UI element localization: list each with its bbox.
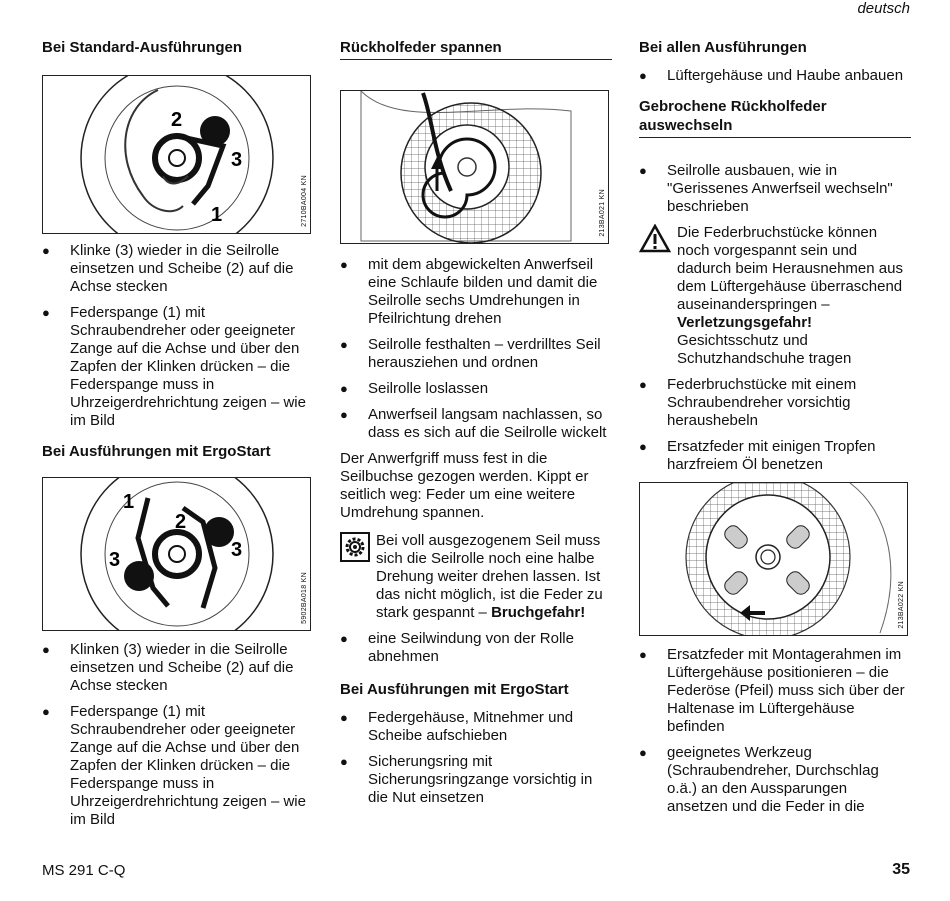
figure-standard-pawl: [42, 75, 311, 234]
figure-replacement-spring: [639, 482, 908, 636]
list-item: ● Ersatzfeder mit einigen Tropfen harzfreiem Öl benetzen: [639, 438, 911, 474]
figure-code: 5902BA018 KN: [301, 572, 308, 624]
figure-ergostart-pawl: [42, 477, 311, 631]
instruction-list: [42, 641, 314, 829]
instruction-list: [639, 67, 911, 85]
list-item: ● Federgehäuse, Mitnehmer und Scheibe aufschieben: [340, 709, 612, 745]
language-label: deutsch: [857, 0, 910, 17]
list-item: ● Seilrolle loslassen: [340, 380, 612, 398]
note-block: [340, 532, 612, 622]
instruction-list: [639, 162, 911, 216]
gear-icon: [340, 532, 370, 622]
label-2: 2: [175, 511, 187, 533]
list-item: ● Federbruchstücke mit einem Schraubendreher vorsichtig heraushebeln: [639, 376, 911, 430]
section-heading: Rückholfeder spannen: [340, 38, 612, 60]
label-3-left: 3: [109, 549, 121, 571]
list-item: ● eine Seilwindung von der Rolle abnehmen: [340, 630, 612, 666]
label-2: 2: [171, 109, 183, 131]
figure-tension-spring: [340, 90, 609, 244]
list-item: ● Seilrolle ausbauen, wie in "Gerissenes Anwerfseil wechseln" beschrieben: [639, 162, 911, 216]
label-3: 3: [231, 149, 243, 171]
list-item: ● Ersatzfeder mit Montagerahmen im Lüftergehäuse positionieren – die Federöse (Pfeil) muss sich über der Haltenase im Lüftergehäuse befinden: [639, 646, 911, 736]
figure-code: 2710BA004 KN: [301, 175, 308, 227]
warning-block: [639, 224, 911, 368]
instruction-list: [340, 709, 612, 807]
instruction-list: [42, 242, 314, 430]
figure-code: 213BA021 KN: [599, 189, 606, 237]
model-label: MS 291 C-Q: [42, 862, 126, 879]
list-item: ● mit dem abgewickelten Anwerfseil eine Schlaufe bilden und damit die Seilrolle sechs Umdrehungen in Pfeilrichtung drehen: [340, 256, 612, 328]
note-text: Bei voll ausgezogenem Seil muss sich die Seilrolle noch eine halbe Drehung weiter drehen lassen. Ist das nicht möglich, ist die Feder zu stark gespannt – Bruchgefahr!: [376, 532, 603, 621]
list-item: ● Seilrolle festhalten – verdrilltes Seil herausziehen und ordnen: [340, 336, 612, 372]
warning-icon: [639, 224, 671, 368]
section-heading: Bei Standard-Ausführungen: [42, 39, 243, 56]
instruction-list: [639, 646, 911, 816]
paragraph: Der Anwerfgriff muss fest in die Seilbuchse gezogen werden. Kippt er seitlich weg: Feder um eine weitere Umdrehung spannen.: [340, 450, 589, 521]
section-heading: Bei Ausführungen mit ErgoStart: [42, 443, 271, 460]
label-1: 1: [211, 204, 223, 226]
figure-code: 213BA022 KN: [898, 581, 905, 629]
section-heading: Gebrochene Rückholfeder auswechseln: [639, 97, 911, 138]
warning-text: Die Federbruchstücke können noch vorgespannt sein und dadurch beim Herausnehmen aus dem Lüftergehäuse überraschend auseinanderspringen – Verletzungsgefahr! Gesichtsschutz und Schutzhandschuhe tragen: [677, 224, 903, 367]
list-item: ● Sicherungsring mit Sicherungsringzange vorsichtig in die Nut einsetzen: [340, 753, 612, 807]
column-2: [340, 38, 612, 815]
list-item: ● Lüftergehäuse und Haube anbauen: [639, 67, 911, 85]
column-3: [639, 38, 911, 824]
list-item: ● Klinke (3) wieder in die Seilrolle einsetzen und Scheibe (2) auf die Achse stecken: [42, 242, 314, 296]
list-item: ● geeignetes Werkzeug (Schraubendreher, Durchschlag o.ä.) an den Aussparungen ansetzen und die Feder in die: [639, 744, 911, 816]
list-item: ● Klinken (3) wieder in die Seilrolle einsetzen und Scheibe (2) auf die Achse stecken: [42, 641, 314, 695]
label-3-right: 3: [231, 539, 243, 561]
column-1: [42, 38, 314, 837]
section-heading: Bei Ausführungen mit ErgoStart: [340, 681, 569, 698]
list-item: ● Federspange (1) mit Schraubendreher oder geeigneter Zange auf die Achse und über den Zapfen der Klinken drücken – die Federspange muss in Uhrzeigerdrehrichtung zeigen – wie im Bild: [42, 304, 314, 430]
instruction-list: [340, 630, 612, 666]
page-number: 35: [892, 861, 910, 878]
label-1: 1: [123, 491, 135, 513]
list-item: ● Anwerfseil langsam nachlassen, so dass es sich auf die Seilrolle wickelt: [340, 406, 612, 442]
section-heading: Bei allen Ausführungen: [639, 39, 807, 56]
list-item: ● Federspange (1) mit Schraubendreher oder geeigneter Zange auf die Achse und über den Zapfen der Klinken drücken – die Federspange muss in Uhrzeigerdrehrichtung zeigen – wie im Bild: [42, 703, 314, 829]
instruction-list: [340, 256, 612, 442]
instruction-list: [639, 376, 911, 474]
